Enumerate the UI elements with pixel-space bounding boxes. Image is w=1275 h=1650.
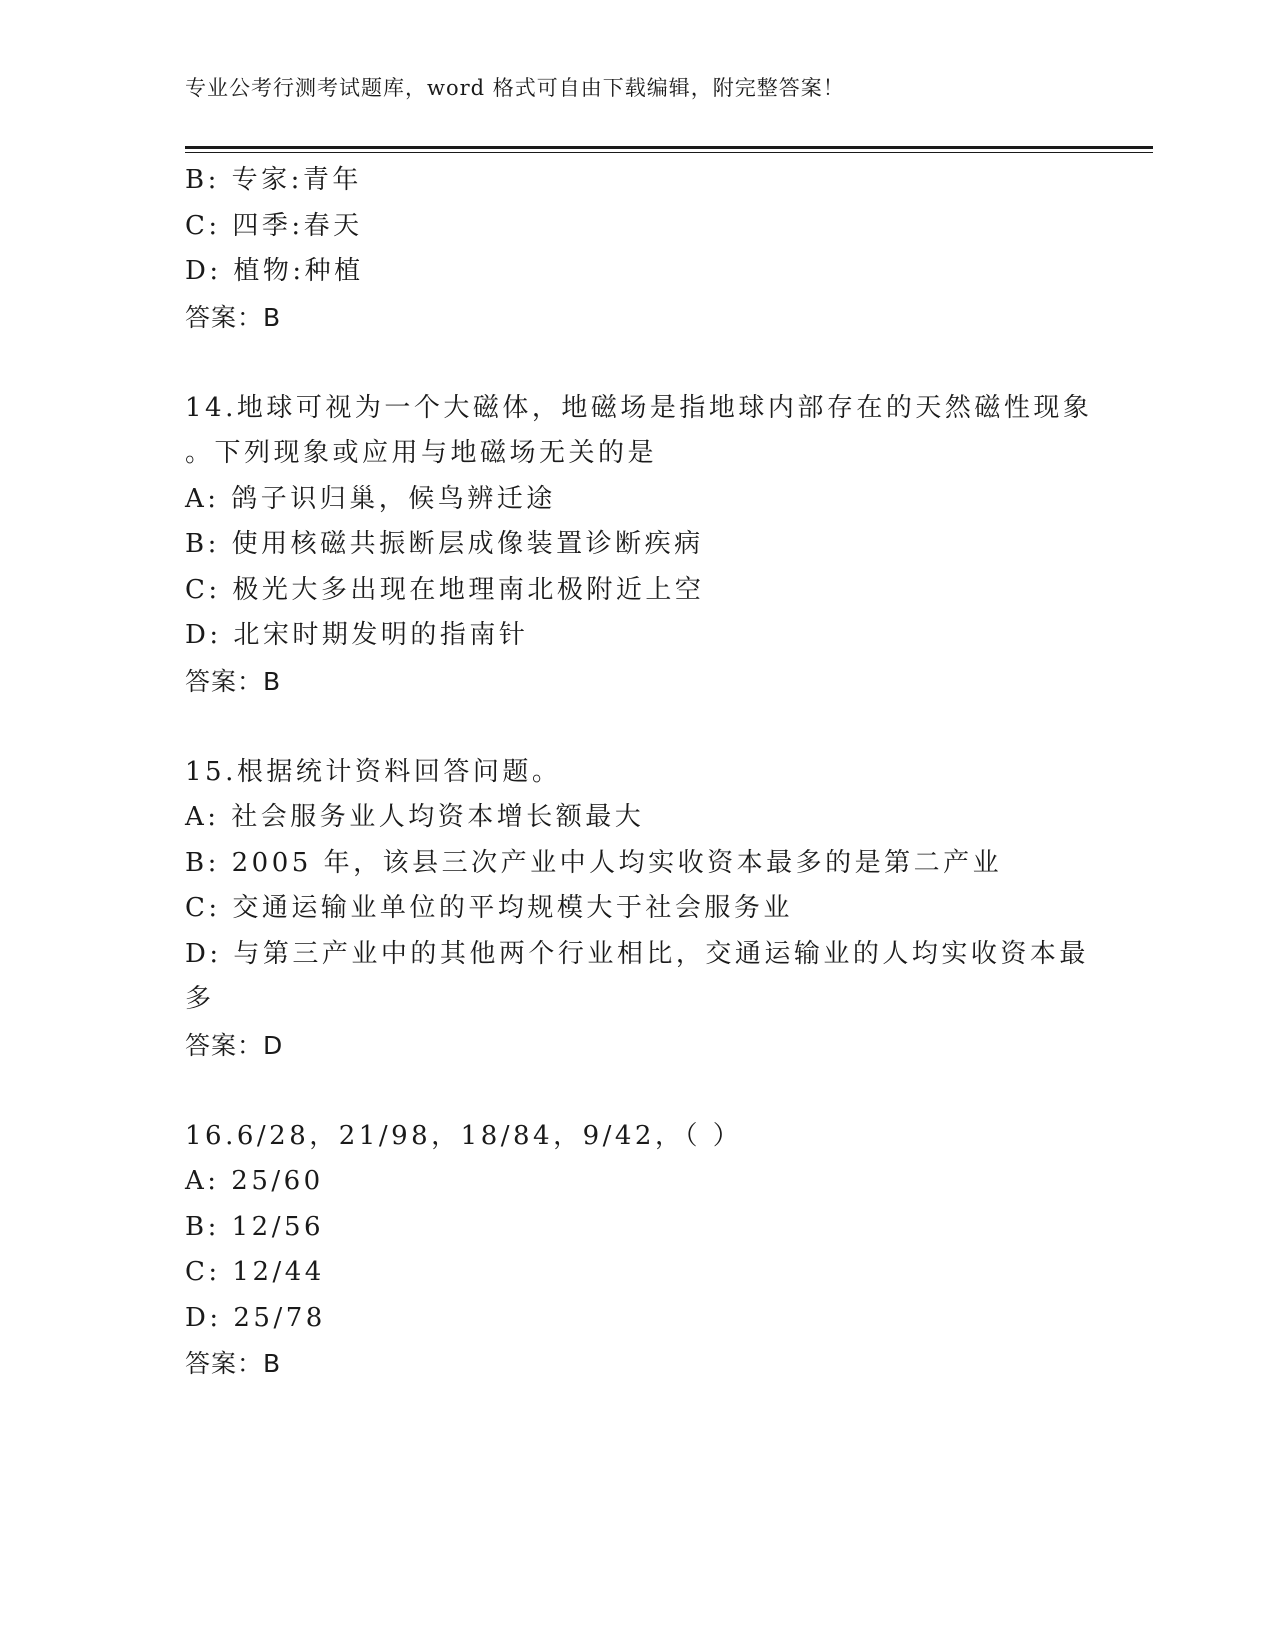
option-d: D: 25/78 (185, 1302, 326, 1333)
option-a: A: 社会服务业人均资本增长额最大 (185, 802, 645, 832)
question-stem: 14.地球可视为一个大磁体，地磁场是指地球内部存在的天然磁性现象 (185, 392, 1093, 423)
option-d: D: 北宋时期发明的指南针 (185, 620, 529, 650)
answer: 答案：B (185, 666, 282, 696)
option-c: C: 四季:春天 (185, 210, 363, 241)
question-stem: 15.根据统计资料回答问题。 (185, 756, 562, 787)
option-b: B: 使用核磁共振断层成像装置诊断疾病 (185, 529, 704, 559)
option-b: B: 专家:青年 (185, 165, 362, 195)
question-stem: 16.6/28，21/98，18/84，9/42，（ ） (185, 1120, 743, 1151)
question-list (185, 158, 1093, 1387)
option-c: C: 极光大多出现在地理南北极附近上空 (185, 574, 705, 605)
option-b: B: 2005 年，该县三次产业中人均实收资本最多的是第二产业 (185, 847, 1003, 878)
question-15 (185, 750, 1089, 1069)
spacer (185, 1068, 1085, 1114)
option-c: C: 12/44 (185, 1257, 325, 1287)
question-13 (185, 158, 1085, 340)
header-rule-thick (185, 146, 1153, 149)
spacer (185, 704, 1085, 750)
option-b: B: 12/56 (185, 1211, 325, 1242)
option-a: A: 鸽子识归巢，候鸟辨迁途 (185, 483, 556, 514)
answer: 答案：D (185, 1030, 284, 1060)
question-16 (185, 1114, 1085, 1387)
question-14 (185, 386, 1093, 705)
spacer (185, 340, 1085, 386)
answer: 答案：B (185, 302, 282, 332)
option-c: C: 交通运输业单位的平均规模大于社会服务业 (185, 893, 793, 923)
answer: 答案：B (185, 1349, 282, 1378)
header-rule-thin (185, 152, 1153, 153)
option-d: D: 与第三产业中的其他两个行业相比，交通运输业的人均实收资本最 (185, 938, 1089, 969)
question-stem: 。下列现象或应用与地磁场无关的是 (185, 438, 658, 468)
option-d: D: 植物:种植 (185, 256, 364, 286)
option-a: A: 25/60 (185, 1166, 324, 1196)
page-header: 专业公考行测考试题库，word 格式可自由下载编辑，附完整答案！ (185, 76, 845, 100)
option-d-continued: 多 (185, 984, 215, 1014)
